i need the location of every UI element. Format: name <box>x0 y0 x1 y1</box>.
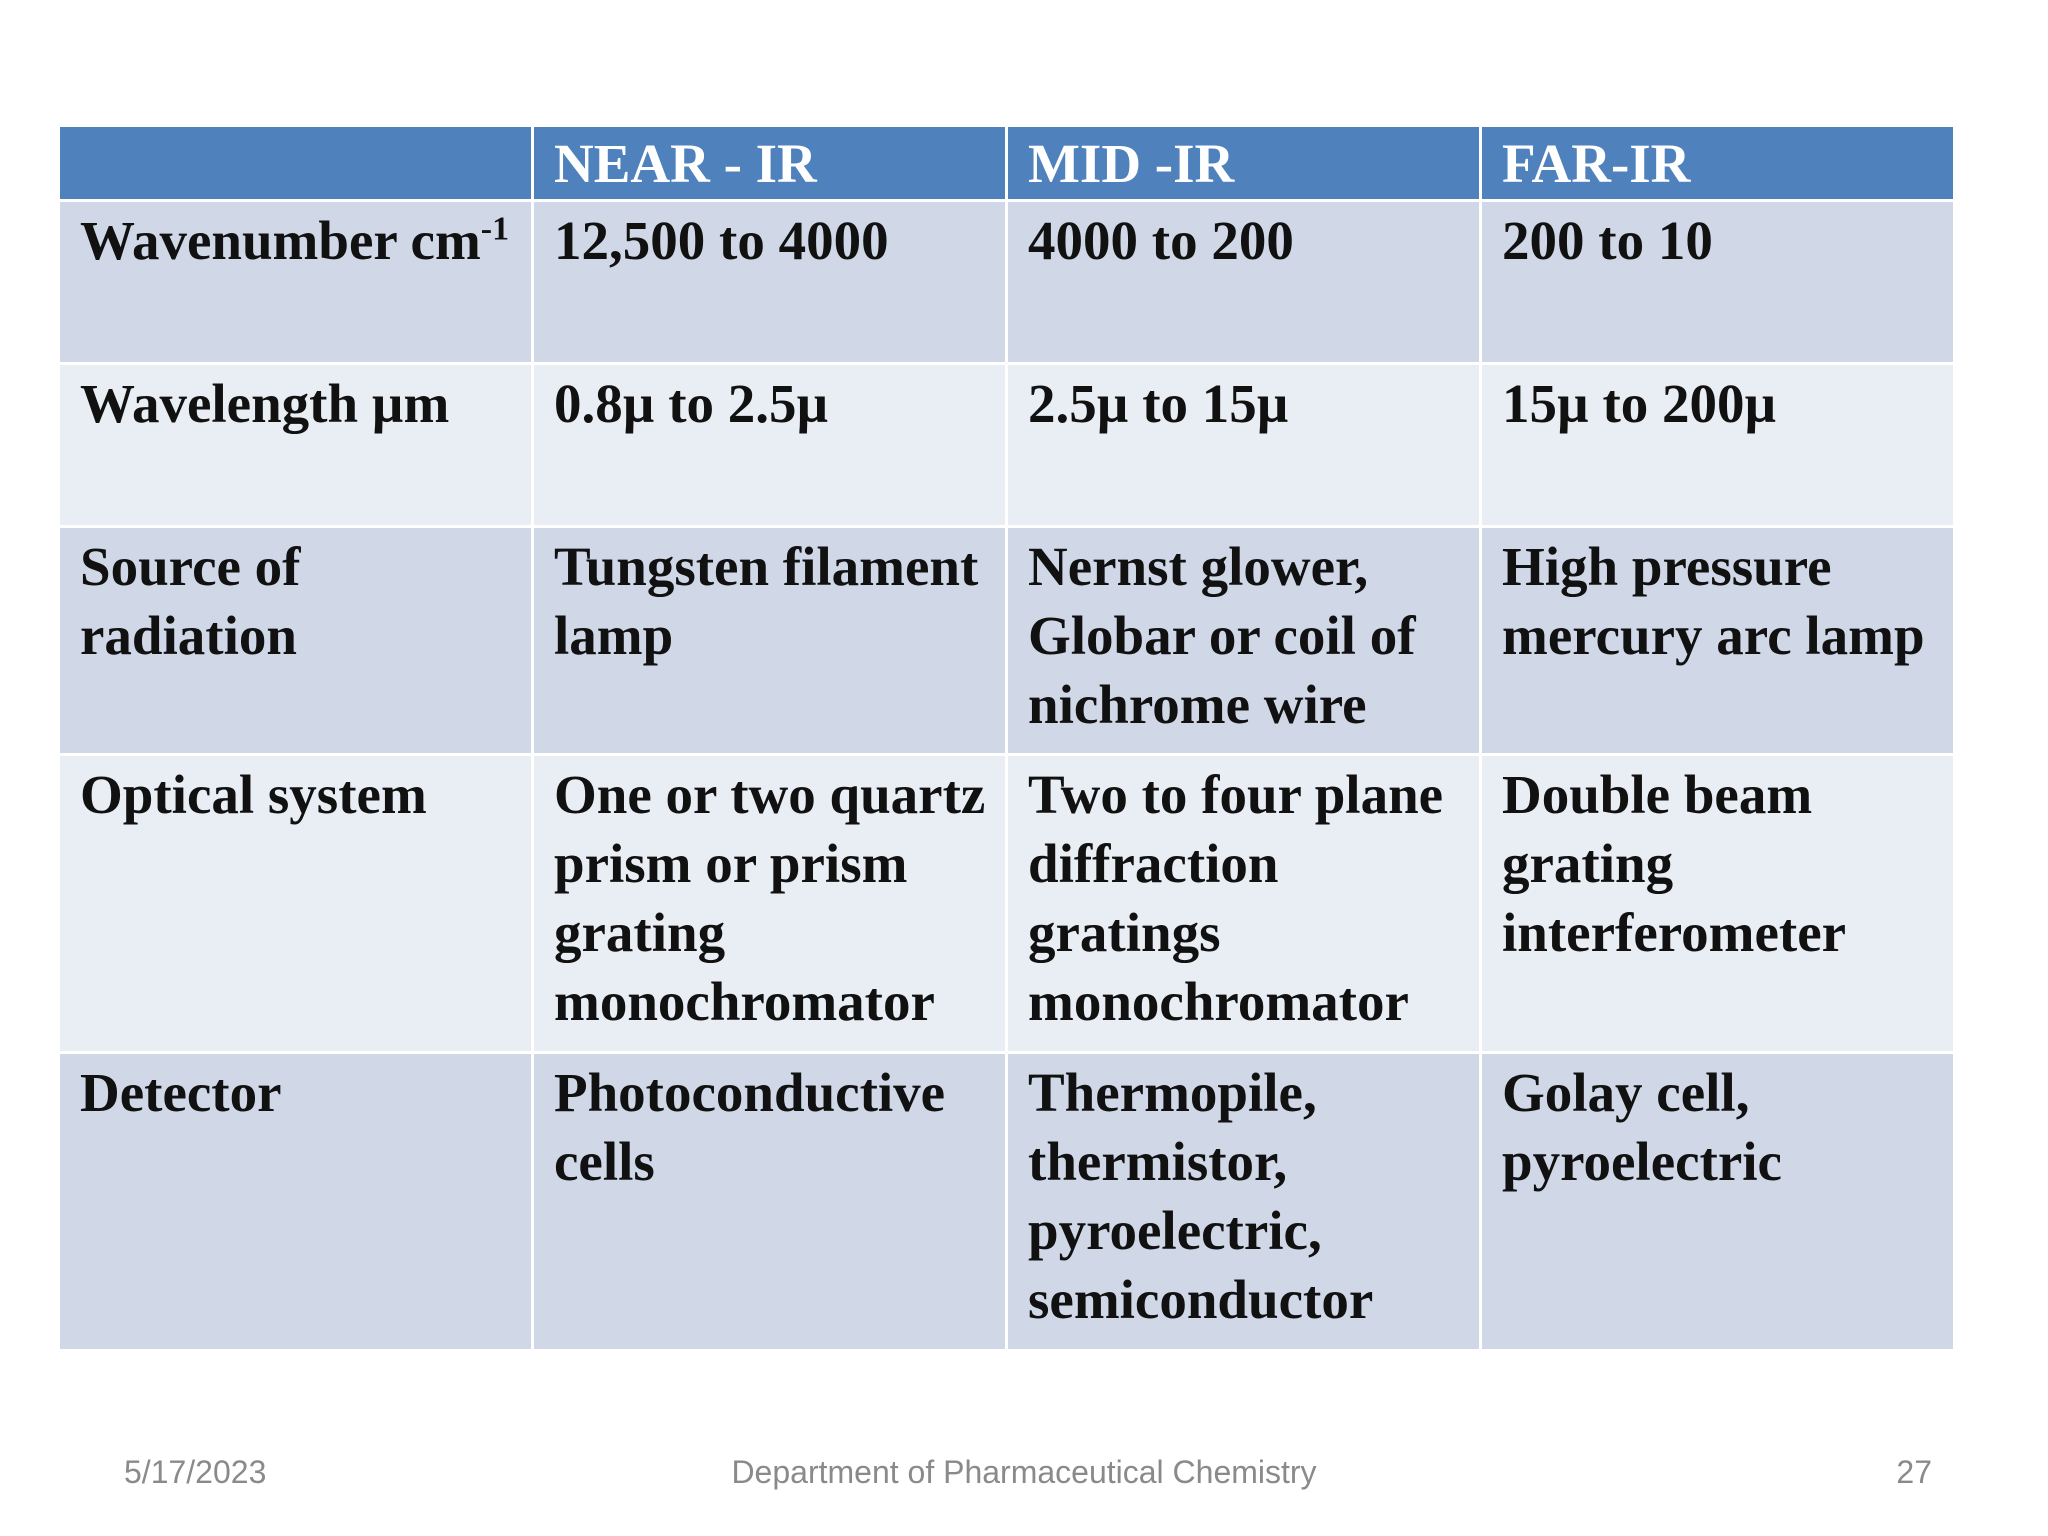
table-cell: High pressure mercury arc lamp <box>1481 527 1955 755</box>
table-row-wavenumber <box>59 201 1955 364</box>
table-row-source <box>59 527 1955 755</box>
table-cell: Photoconductive cells <box>533 1053 1007 1351</box>
table-cell: 2.5µ to 15µ <box>1007 364 1481 527</box>
table-cell: 0.8µ to 2.5µ <box>533 364 1007 527</box>
row-label-source: Source of radiation <box>59 527 533 755</box>
table-cell: Tungsten filament lamp <box>533 527 1007 755</box>
row-label-text: Wavenumber cm <box>80 210 481 271</box>
table-row-optical-system <box>59 755 1955 1053</box>
table-cell: Two to four plane diffraction gratings monochromator <box>1007 755 1481 1053</box>
header-cell-far-ir: FAR-IR <box>1481 126 1955 201</box>
header-cell-mid-ir: MID -IR <box>1007 126 1481 201</box>
table-cell: Nernst glower, Globar or coil of nichrome wire <box>1007 527 1481 755</box>
table-cell: Double beam grating interferometer <box>1481 755 1955 1053</box>
ir-regions-table <box>57 124 1956 1352</box>
table-cell: Thermopile, thermistor, pyroelectric, semiconductor <box>1007 1053 1481 1351</box>
table-row-wavelength <box>59 364 1955 527</box>
row-label-detector: Detector <box>59 1053 533 1351</box>
footer-department: Department of Pharmaceutical Chemistry <box>731 1454 1317 1490</box>
row-label-optical-system: Optical system <box>59 755 533 1053</box>
row-label-wavelength: Wavelength µm <box>59 364 533 527</box>
header-cell-empty <box>59 126 533 201</box>
table-cell: 200 to 10 <box>1481 201 1955 364</box>
table-cell: One or two quartz prism or prism grating monochromator <box>533 755 1007 1053</box>
table-header-row <box>59 126 1955 201</box>
table-cell: Golay cell, pyroelectric <box>1481 1053 1955 1351</box>
footer-date: 5/17/2023 <box>124 1454 267 1490</box>
footer-page-number: 27 <box>1896 1454 1932 1490</box>
table-cell: 4000 to 200 <box>1007 201 1481 364</box>
row-label-wavenumber <box>59 201 533 364</box>
table-row-detector <box>59 1053 1955 1351</box>
header-cell-near-ir: NEAR - IR <box>533 126 1007 201</box>
table-cell: 15µ to 200µ <box>1481 364 1955 527</box>
table-cell: 12,500 to 4000 <box>533 201 1007 364</box>
unit-superscript: -1 <box>480 210 510 248</box>
